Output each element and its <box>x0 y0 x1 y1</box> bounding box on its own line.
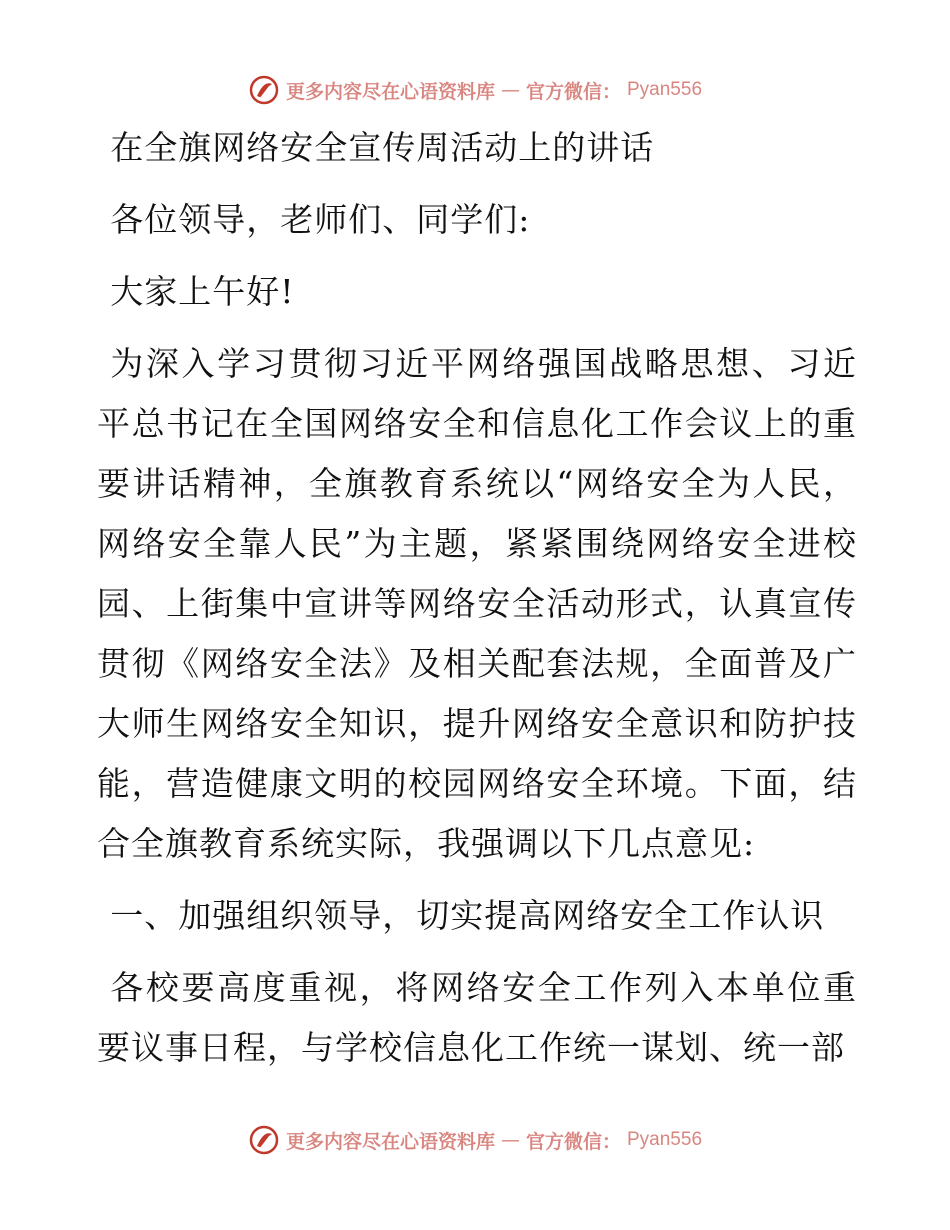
watermark-wechat-id: Pyan556 <box>627 1129 703 1150</box>
watermark-wechat-label: 官方微信： <box>525 80 621 103</box>
watermark-site-text: 更多内容尽在心语资料库 <box>285 80 495 103</box>
document-body <box>97 118 857 1078</box>
watermark-footer <box>0 1120 950 1160</box>
salutation: 各位领导，老师们、同学们: <box>110 200 531 239</box>
watermark-wechat-label: 官方微信： <box>525 1130 621 1153</box>
watermark-site-text: 更多内容尽在心语资料库 <box>285 1130 495 1153</box>
greeting: 大家上午好! <box>110 272 295 311</box>
section-heading-1: 一、加强组织领导，切实提高网络安全工作认识 <box>110 896 825 935</box>
watermark-logo-icon <box>248 74 280 106</box>
watermark-header <box>0 70 950 110</box>
watermark-wechat-id: Pyan556 <box>627 79 703 100</box>
watermark-logo-icon <box>248 1124 280 1156</box>
document-title: 在全旗网络安全宣传周活动上的讲话 <box>110 128 655 167</box>
watermark-separator: — <box>500 79 520 101</box>
watermark-separator: — <box>500 1129 520 1151</box>
paragraph-intro: 为深入学习贯彻习近平网络强国战略思想、习近平总书记在全国网络安全和信息化工作会议上的重要讲话精神，全旗教育系统以“网络安全为人民，网络安全靠人民”为主题，紧紧围绕网络安全进校园、上街集中宣讲等网络安全活动形式，认真宣传贯彻《网络安全法》及相关配套法规，全面普及广大师生网络安全知识，提升网络安全意识和防护技能，营造健康文明的校园网络安全环境。下面，结合全旗教育系统实际，我强调以下几点意见: <box>97 344 857 863</box>
paragraph-section-1: 各校要高度重视，将网络安全工作列入本单位重要议事日程，与学校信息化工作统一谋划、统一部 <box>97 968 857 1067</box>
